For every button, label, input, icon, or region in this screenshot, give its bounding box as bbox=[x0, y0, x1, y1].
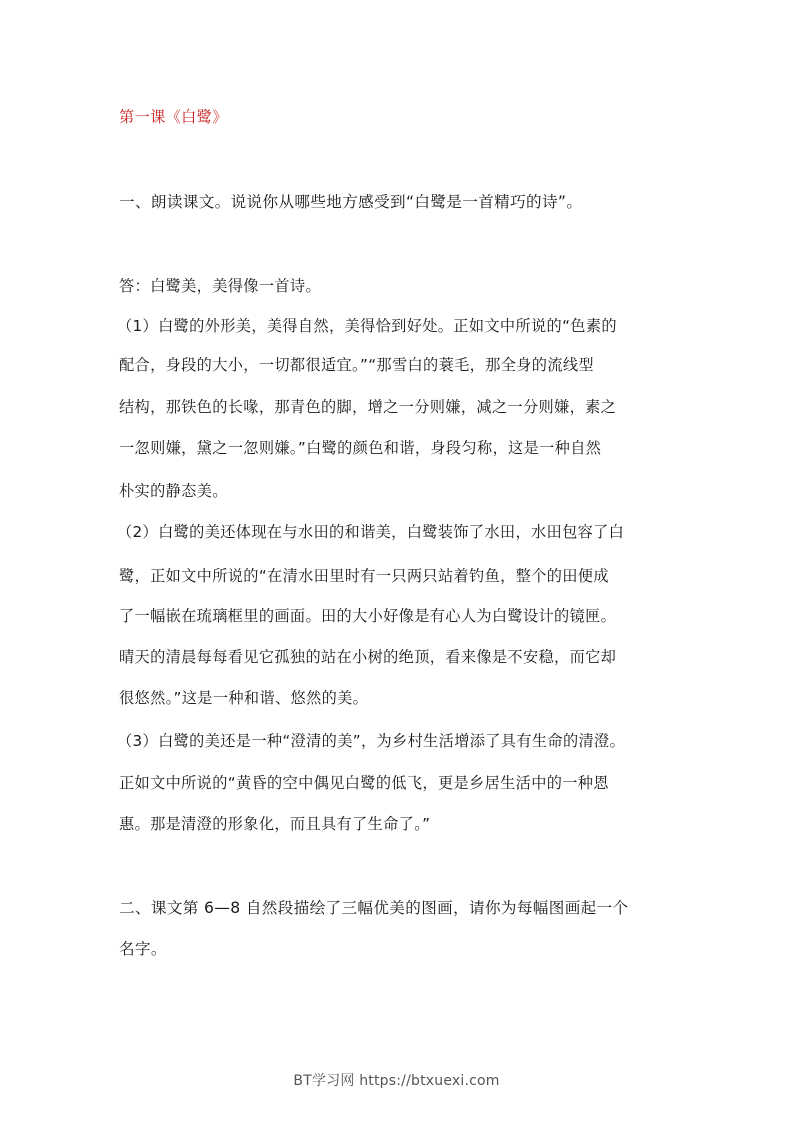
footer-watermark: BT学习网 https://btxuexi.com bbox=[293, 1073, 500, 1089]
answer-line: 朴实的静态美。 bbox=[119, 482, 228, 500]
question-1: 一、朗读课文。说说你从哪些地方感受到“白鹭是一首精巧的诗”。 bbox=[119, 193, 583, 211]
answer-line: 鹭，正如文中所说的“在清水田里时有一只两只站着钓鱼，整个的田便成 bbox=[119, 567, 609, 585]
answer-line: 结构，那铁色的长喙，那青色的脚，增之一分则嫌，减之一分则嫌，素之 bbox=[119, 398, 617, 416]
answer-line: （3）白鹭的美还是一种“澄清的美”，为乡村生活增添了具有生命的清澄。 bbox=[117, 732, 626, 750]
answer-line: 很悠然。”这是一种和谐、悠然的美。 bbox=[119, 689, 369, 707]
answer-line: 晴天的清晨每每看见它孤独的站在小树的绝顶，看来像是不安稳，而它却 bbox=[119, 648, 617, 666]
answer-line: 惠。那是清澄的形象化，而且具有了生命了。” bbox=[119, 815, 431, 833]
question-2-line: 二、课文第 6—8 自然段描绘了三幅优美的图画，请你为每幅图画起一个 bbox=[119, 899, 629, 917]
answer-line: （2）白鹭的美还体现在与水田的和谐美，白鹭装饰了水田，水田包容了白 bbox=[117, 523, 625, 541]
answer-line: 答：白鹭美，美得像一首诗。 bbox=[119, 277, 321, 295]
answer-line: 正如文中所说的“黄昏的空中偶见白鹭的低飞，更是乡居生活中的一种恩 bbox=[119, 774, 609, 792]
answer-line: （1）白鹭的外形美，美得自然，美得恰到好处。正如文中所说的“色素的 bbox=[117, 317, 617, 335]
answer-line: 配合，身段的大小，一切都很适宜。”“那雪白的蓑毛，那全身的流线型 bbox=[119, 356, 594, 374]
answer-line: 一忽则嫌，黛之一忽则嫌。”白鹭的颜色和谐，身段匀称，这是一种自然 bbox=[119, 439, 602, 457]
answer-line: 了一幅嵌在琉璃框里的画面。田的大小好像是有心人为白鹭设计的镜匣。 bbox=[119, 607, 617, 625]
question-2-line: 名字。 bbox=[119, 940, 167, 958]
lesson-title: 第一课《白鹭》 bbox=[119, 108, 228, 126]
